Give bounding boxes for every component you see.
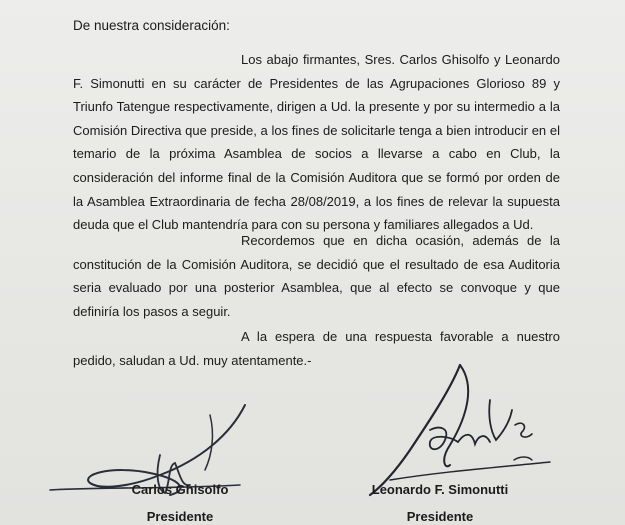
letter-paragraph-3: A la espera de una respuesta favorable a nuestro pedido, saludan a Ud. muy atentamente.- (73, 329, 560, 368)
right-handwritten-signature (300, 360, 560, 500)
letter-paragraph-1: Los abajo firmantes, Sres. Carlos Ghisolfo y Leonardo F. Simonutti en su carácter de Presidentes de las Agrupaciones Glorioso 89 y Triunfo Tatengue respectivamente, dirigen a Ud. la presente y por su intermedio a la Comisión Directiva que preside, a los fines de solicitarle tenga a bien introducir en el temario de la próxima Asamblea de socios a llevarse a cabo en Club, la consideración del informe final de la Comisión Auditora que se formó por orden de la Asamblea Extraordinaria de fecha 28/08/2019, a los fines de relevar la supuesta deuda que el Club mantendría para con su persona y familiares allegados a Ud. (73, 52, 560, 233)
signature-block-left (105, 482, 255, 524)
signer-name-left: Carlos Ghisolfo (131, 482, 229, 497)
signer-role-right: Presidente (406, 509, 474, 524)
letter-paragraph-2: Recordemos que en dicha ocasión, además de la constitución de la Comisión Auditora, se decidió que el resultado de esa Auditoria seria evaluado por una posterior Asamblea, que al efecto se convoque y que definiría los pasos a seguir. (73, 233, 560, 319)
letter-greeting: De nuestra consideración: (73, 18, 230, 33)
signer-role-left: Presidente (146, 509, 214, 524)
signature-block-right (335, 482, 545, 524)
signer-name-right: Leonardo F. Simonutti (371, 482, 509, 497)
